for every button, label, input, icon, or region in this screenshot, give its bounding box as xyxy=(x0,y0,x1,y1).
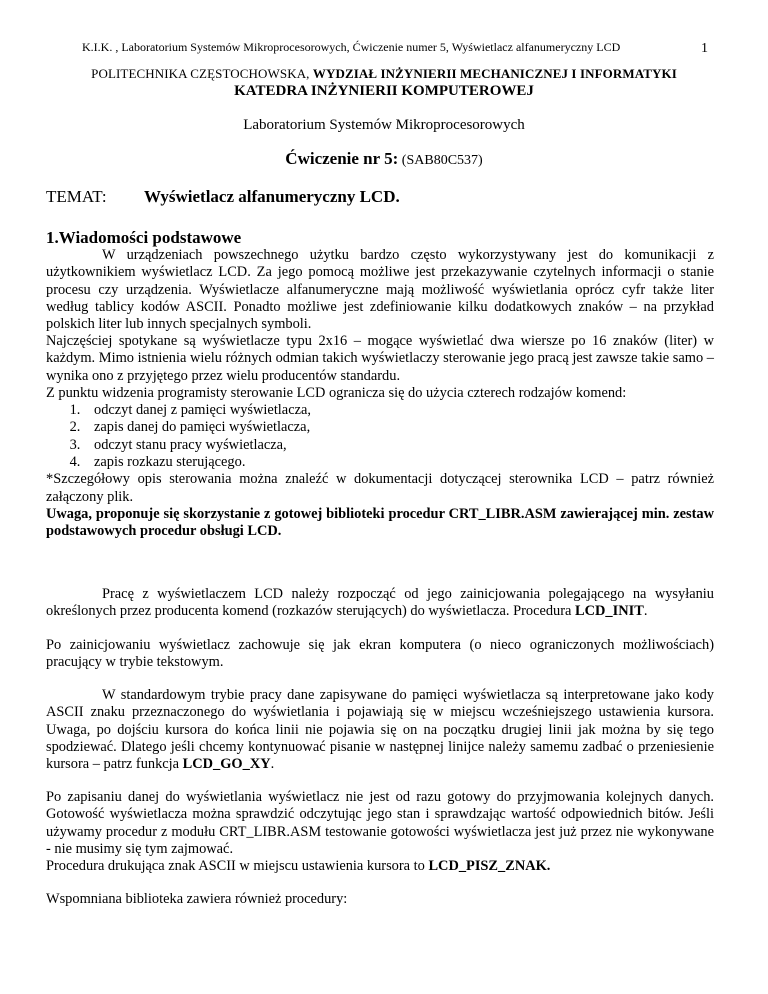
lcd-pisz-znak-proc: LCD_PISZ_ZNAK. xyxy=(428,858,551,875)
paragraph-standard-mode xyxy=(46,687,714,773)
lcd-init-proc: LCD_INIT xyxy=(575,603,644,620)
exercise-title xyxy=(60,149,708,169)
init-text: Pracę z wyświetlaczem LCD należy rozpocząć od jego zainicjowania polegającego na wysyłaniu określonych przez producenta komend (rozkazów sterujących) do wyświetlacza. Procedura xyxy=(46,586,714,620)
department-name: KATEDRA INŻYNIERII KOMPUTEROWEJ xyxy=(234,83,534,99)
lab-name: Laboratorium Systemów Mikroprocesorowych xyxy=(243,117,525,133)
readiness-block xyxy=(46,789,714,875)
topic-label: TEMAT: xyxy=(46,187,107,206)
list-item: 1. odczyt danej z pamięci wyświetlacza, xyxy=(84,402,714,419)
section-heading: 1.Wiadomości podstawowe xyxy=(46,228,242,247)
list-item: 2. zapis danej do pamięci wyświetlacza, xyxy=(84,419,714,436)
list-item: 3. odczyt stanu pracy wyświetlacza, xyxy=(84,437,714,454)
paragraph-intro: W urządzeniach powszechnego użytku bardzo często wykorzystywany jest do komunikacji z użytkownikiem wyświetlacz LCD. Za jego pomocą możliwe jest przekazywanie czytelnych informacji o stanie procesu czy urządzenia. Wyświetlacze alfanumeryczne mają możliwość wyświetlania oprócz cyfr także liter według tablicy kodów ASCII. Ponadto możliwe jest zdefiniowanie kilku dodatkowych znaków – na przykład polskich liter lub innych specjalnych symboli. xyxy=(46,247,714,333)
running-title: K.I.K. , Laboratorium Systemów Mikroprocesorowych, Ćwiczenie numer 5, Wyświetlacz alfanumeryczny LCD xyxy=(82,40,621,54)
init-text-end: . xyxy=(643,603,648,620)
page-number: 1 xyxy=(701,41,708,56)
paragraph-init xyxy=(46,586,714,621)
university-line xyxy=(60,66,708,82)
faculty-name: WYDZIAŁ INŻYNIERII MECHANICZNEJ I INFORMATYKI xyxy=(312,66,677,81)
paragraph-print-char xyxy=(46,858,714,875)
paragraph-library-procs: Wspomniana biblioteka zawiera również procedury: xyxy=(46,891,348,907)
paragraph-text-mode: Po zainicjowaniu wyświetlacz zachowuje się jak ekran komputera (o nieco ograniczonych możliwościach) pracujący w trybie tekstowym. xyxy=(46,637,714,671)
library-note: Uwaga, proponuje się skorzystanie z gotowej biblioteki procedur CRT_LIBR.ASM zawierającej min. zestaw podstawowych procedur obsługi LCD. xyxy=(46,505,714,540)
topic-line xyxy=(46,187,400,207)
paragraph-2x16: Najczęściej spotykane są wyświetlacze typu 2x16 – mogące wyświetlać dwa wiersze po 16 znaków (liter) w każdym. Mimo istnienia wielu różnych odmian takich wyświetlaczy sterowanie jego pracą jest zawsze takie samo – wynika ono z przyjętego przez wielu producentów standardu. xyxy=(46,333,714,384)
commands-list xyxy=(46,402,714,471)
lcd-types-block xyxy=(46,333,714,541)
list-item: 4. zapis rozkazu sterującego. xyxy=(84,454,714,471)
university-name: POLITECHNIKA CZĘSTOCHOWSKA, xyxy=(91,66,313,81)
standard-mode-end: . xyxy=(270,756,275,773)
paragraph-docs-note: *Szczegółowy opis sterowania można znaleźć w dokumentacji dotyczącej sterownika LCD – patrz również załączony plik. xyxy=(46,471,714,505)
exercise-label: Ćwiczenie nr 5: xyxy=(285,149,399,168)
page-header xyxy=(60,40,708,58)
topic-title: Wyświetlacz alfanumeryczny LCD. xyxy=(144,187,400,206)
print-char-text: Procedura drukująca znak ASCII w miejscu ustawienia kursora to xyxy=(46,858,429,875)
standard-mode-text: W standardowym trybie pracy dane zapisywane do pamięci wyświetlacza są interpretowane jako kody ASCII znaku przeznaczonego do wyświetlania i pojawiają się w miejscu wcześniejszego ustawienia kursora. Uwaga, po dojściu kursora do końca linii nie pojawia się on na początku drugiej linii jak można by się tego spodziewać. Dlatego jeśli chcemy kontynuować pisanie w następnej linijce należy samemu zadbać o przeniesienie kursora – patrz funkcja xyxy=(46,687,714,773)
paragraph-commands-intro: Z punktu widzenia programisty sterowanie LCD ogranicza się do użycia czterech rodzajów komend: xyxy=(46,384,627,401)
exercise-mcu: (SAB80C537) xyxy=(398,153,483,168)
paragraph-readiness: Po zapisaniu danej do wyświetlania wyświetlacz nie jest od razu gotowy do przyjmowania kolejnych danych. Gotowość wyświetlacza można sprawdzić odczytując jego stan i sprawdzając wartość odpowiednich bitów. Jeśli używamy procedur z modułu CRT_LIBR.ASM testowanie gotowości wyświetlacza jest już przez nie wykonywane - nie musimy się tym zajmować. xyxy=(46,789,714,857)
lcd-go-xy-proc: LCD_GO_XY xyxy=(182,756,271,773)
